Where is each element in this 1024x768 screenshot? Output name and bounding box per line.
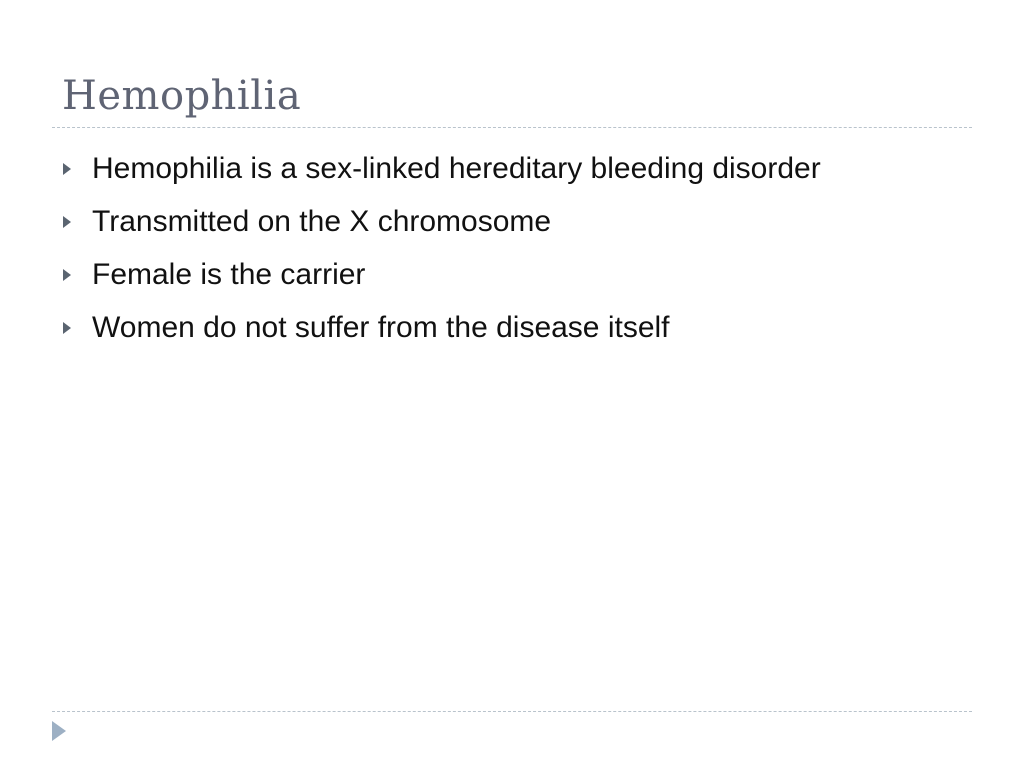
bullet-item [62,142,972,195]
triangle-bullet-icon [62,268,92,282]
bullet-text: Women do not suffer from the disease itself [92,310,670,344]
bullet-item [62,301,972,354]
triangle-bullet-icon [62,321,92,335]
bullet-item [62,248,972,301]
footer-divider [52,711,972,712]
title-divider [52,127,972,128]
bullet-list [62,142,972,354]
slide-title: Hemophilia [62,73,302,119]
bullet-text: Hemophilia is a sex-linked hereditary bleeding disorder [92,151,821,185]
triangle-bullet-icon [62,162,92,176]
bullet-text: Female is the carrier [92,257,366,291]
bullet-text: Transmitted on the X chromosome [92,204,552,238]
triangle-bullet-icon [62,215,92,229]
play-triangle-icon[interactable] [50,718,68,744]
bullet-item [62,195,972,248]
